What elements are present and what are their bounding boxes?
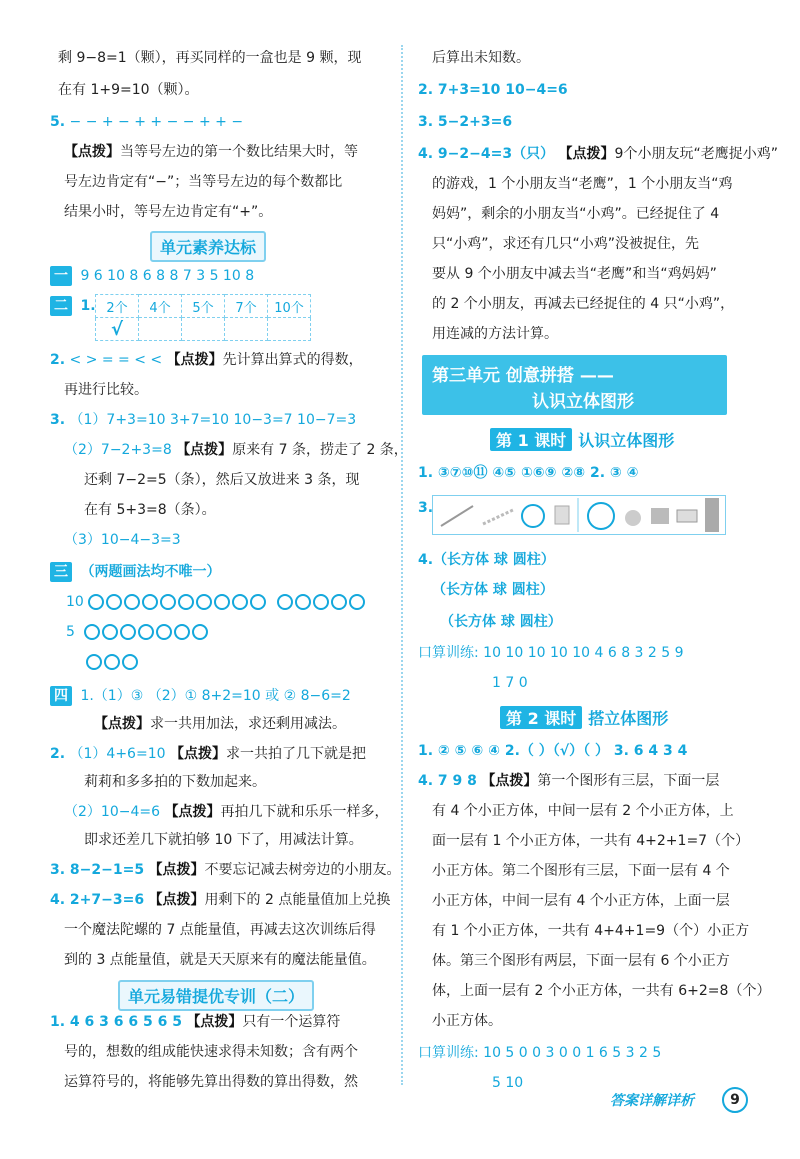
section-title: 单元素养达标 (150, 231, 266, 262)
part-number-box: 一 (50, 266, 72, 286)
answer: 5 10 (492, 1075, 524, 1091)
answer: 4. 9−2−4=3（只） (418, 146, 555, 162)
table-cell: 4个 (139, 295, 182, 318)
answer-line (64, 802, 388, 822)
hint-line: 小正方体，中间一层有 4 个小正方体，上面一层 (432, 893, 730, 909)
question-5 (50, 112, 243, 132)
table-cell (182, 318, 225, 341)
hint-tag: 【点拨】 (186, 1014, 243, 1030)
objects-illustration (433, 496, 725, 534)
hint-text: 再拍几下就和乐乐一样多， (220, 804, 389, 820)
table-cell: 5个 (182, 295, 225, 318)
question-number (418, 498, 433, 518)
answer: （长方体 球 圆柱） (432, 582, 554, 598)
hint-tag: 【点拨】 (148, 892, 205, 908)
table-cell: 2个 (96, 295, 139, 318)
question-number: 1. (80, 298, 96, 314)
calc-training (492, 1073, 523, 1093)
circle-row-10 (66, 592, 367, 612)
hint-text: 求一共用加法，求还剩用减法。 (150, 716, 346, 732)
lesson-badge: 第 2 课时 (500, 706, 582, 729)
hint-line: 还剩 7−2=5（条），然后又放进来 3 条，现 (84, 472, 360, 488)
question-4-3 (50, 860, 401, 880)
answer-line (64, 440, 408, 460)
hint-line: 号的，想数的组成能快速求得未知数；含有两个 (64, 1044, 358, 1060)
hint-line: 妈妈”，剩余的小朋友当“小鸡”。已经捉住了 4 (432, 206, 720, 222)
text-line: 后算出未知数。 (432, 50, 530, 66)
hint-line: 面一层有 1 个小正方体，一共有 4+2+1=7（个） (432, 833, 750, 849)
answer: （1）7+3=10 3+7=10 10−3=7 10−7=3 (69, 412, 357, 428)
hint-line: 再进行比较。 (64, 382, 148, 398)
hint-line: 体。第三个图形有两层，下面一层有 6 个小正方 (432, 953, 730, 969)
unit-title: 第三单元 创意拼搭 —— (432, 366, 614, 386)
question-2 (50, 350, 363, 370)
answer-table (95, 294, 311, 341)
check-cell: √ (96, 318, 139, 341)
answer: （3）10−4−3=3 (64, 532, 181, 548)
calc-training (418, 1043, 661, 1063)
unit-banner (422, 355, 727, 415)
lesson-heading (490, 428, 674, 451)
hint-text: 先计算出算式的得数， (222, 352, 363, 368)
hint-line: 号左边肯定有“−”；当等号左边的每个数都比 (64, 174, 343, 190)
hint-tag: 【点拨】 (176, 442, 233, 458)
hint-line: 在有 5+3=8（条）。 (84, 502, 216, 518)
hint-line: 的游戏，1 个小朋友当“老鹰”，1 个小朋友当“鸡 (432, 176, 733, 192)
hint-line: 用连减的方法计算。 (432, 326, 558, 342)
footer-label: 答案详解详析 (610, 1093, 694, 1109)
answer: 1. 4 6 3 6 6 5 6 5 (50, 1014, 182, 1030)
lesson-title: 认识立体图形 (578, 431, 675, 450)
question-4-2 (50, 744, 366, 764)
hint-line: 结果小时，等号左边肯定有“+”。 (64, 204, 273, 220)
hint-tag: 【点拨】 (94, 716, 150, 732)
answer-line (418, 463, 638, 483)
section-title: 单元易错提优专训（二） (118, 980, 314, 1011)
hint-text: 用剩下的 2 点能量值加上兑换 (204, 892, 391, 908)
circle-row-5 (66, 622, 210, 642)
hint-line: 一个魔法陀螺的 7 点能量值，再减去这次训练后得 (64, 922, 376, 938)
answer: < > = = < < (69, 352, 163, 368)
circles (84, 624, 210, 640)
answer: 4. 2+7−3=6 (50, 892, 145, 908)
answer: 4.（长方体 球 圆柱） (418, 552, 555, 568)
row-label: 5 (66, 624, 75, 640)
answer-line (418, 741, 687, 761)
question-4 (418, 144, 778, 164)
hint-line: 运算符号的，将能够先算出得数的算出得数，然 (64, 1074, 358, 1090)
hint-line: 体，上面一层有 2 个小正方体，一共有 6+2=8（个） (432, 983, 771, 999)
hint-tag: 【点拨】 (166, 352, 223, 368)
hint-line: 到的 3 点能量值，就是天天原来有的魔法能量值。 (64, 952, 376, 968)
question-number: 2. (50, 746, 66, 762)
answer: （1）4+6=10 (69, 746, 166, 762)
question-number: 3. (418, 500, 434, 516)
answer: 2. 7+3=10 10−4=6 (418, 82, 568, 98)
hint-tag: 【点拨】 (169, 746, 226, 762)
lesson-badge: 第 1 课时 (490, 428, 572, 451)
hint-line: 小正方体。第二个图形有三层，下面一层有 4 个 (432, 863, 730, 879)
unit-subtitle: 认识立体图形 (532, 392, 634, 412)
table-cell: 7个 (225, 295, 268, 318)
table-cell: 10个 (268, 295, 311, 318)
answer: 3. 5−2+3=6 (418, 114, 513, 130)
hint-line (94, 714, 346, 734)
objects-image-strip (432, 495, 726, 535)
hint-line (64, 142, 358, 162)
hint-line: 小正方体。 (432, 1013, 502, 1029)
note: （两题画法均不唯一） (80, 564, 221, 580)
answer: 1. ③⑦⑩⑪ ④⑤ ①⑥⑨ ②⑧ 2. ③ ④ (418, 465, 639, 481)
part-1 (50, 266, 254, 286)
hint-tag: 【点拨】 (481, 773, 538, 789)
part-number-box: 二 (50, 296, 72, 316)
row-label: 10 (66, 594, 84, 610)
answer: 4. 7 9 8 (418, 773, 477, 789)
hint-tag: 【点拨】 (64, 144, 120, 160)
error-question-1 (50, 1012, 340, 1032)
page-number: 9 (722, 1087, 748, 1113)
text-line: 剩 9−8=1（颗），再买同样的一盒也是 9 颗，现 (58, 50, 362, 66)
part-3 (50, 562, 220, 582)
circles (88, 594, 367, 610)
text-line: 在有 1+9=10（颗）。 (58, 82, 199, 98)
calc-training (418, 643, 684, 663)
answer: 1 7 0 (492, 675, 528, 691)
table-cell (225, 318, 268, 341)
lesson-title: 搭立体图形 (588, 709, 669, 728)
answer: 9 6 10 8 6 8 8 7 3 5 10 8 (80, 268, 255, 284)
hint-line: 有 4 个小正方体，中间一层有 2 个小正方体，上 (432, 803, 734, 819)
answer: 3. 8−2−1=5 (50, 862, 145, 878)
hint-line: 的 2 个小朋友，再减去已经捉住的 4 只“小鸡”， (432, 296, 735, 312)
hint-line: 要从 9 个小朋友中减去当“老鹰”和当“鸡妈妈” (432, 266, 717, 282)
answer-line (418, 550, 555, 570)
answer-line (418, 80, 568, 100)
hint-text: 原来有 7 条，捞走了 2 条， (232, 442, 408, 458)
question-4 (418, 771, 719, 791)
answer: − − + − + + − − + + − (69, 114, 244, 130)
hint-tag: 【点拨】 (164, 804, 221, 820)
answer-line (440, 612, 562, 632)
hint-text: 第一个图形有三层，下面一层 (537, 773, 720, 789)
hint-tag: 【点拨】 (558, 146, 615, 162)
calc-training (492, 673, 528, 693)
hint-text: 9个小朋友玩“老鹰捉小鸡” (614, 146, 778, 162)
answer: （2）10−4=6 (64, 804, 160, 820)
answer: （长方体 球 圆柱） (440, 614, 562, 630)
answer-line (418, 112, 512, 132)
answer: 1. ② ⑤ ⑥ ④ 2.（ ）（√）（ ） 3. 6 4 3 4 (418, 743, 688, 759)
hint-line: 莉莉和多多拍的下数加起来。 (84, 774, 266, 790)
lesson-heading (500, 706, 668, 729)
part-number-box: 四 (50, 686, 72, 706)
hint-line: 即求还差几下就拍够 10 下了，用减法计算。 (84, 832, 363, 848)
table-cell (268, 318, 311, 341)
hint-tag: 【点拨】 (148, 862, 205, 878)
question-3 (50, 410, 356, 430)
question-number: 5. (50, 114, 66, 130)
part-4 (50, 686, 351, 706)
hint-line: 有 1 个小正方体，一共有 4+4+1=9（个）小正方 (432, 923, 750, 939)
hint-line: 只“小鸡”，求还有几只“小鸡”没被捉住，先 (432, 236, 700, 252)
answer: 1.（1）③ （2）① 8+2=10 或 ② 8−6=2 (80, 688, 351, 704)
part-2 (50, 296, 96, 316)
part-number-box: 三 (50, 562, 72, 582)
answer: 口算训练: 10 10 10 10 10 4 6 8 3 2 5 9 (418, 645, 684, 661)
hint-text: 不要忘记减去树旁边的小朋友。 (204, 862, 401, 878)
question-4-4 (50, 890, 390, 910)
answer-line (64, 530, 181, 550)
answer: 口算训练: 10 5 0 0 3 0 0 1 6 5 3 2 5 (418, 1045, 662, 1061)
hint-text: 求一共拍了几下就是把 (225, 746, 366, 762)
column-divider (401, 45, 403, 1085)
hint-text: 当等号左边的第一个数比结果大时，等 (120, 144, 358, 160)
answer: （2）7−2+3=8 (64, 442, 172, 458)
question-number: 3. (50, 412, 66, 428)
answer-line (432, 580, 554, 600)
circle-row-crossed (86, 652, 140, 672)
table-cell (139, 318, 182, 341)
hint-text: 只有一个运算符 (242, 1014, 341, 1030)
question-number: 2. (50, 352, 66, 368)
